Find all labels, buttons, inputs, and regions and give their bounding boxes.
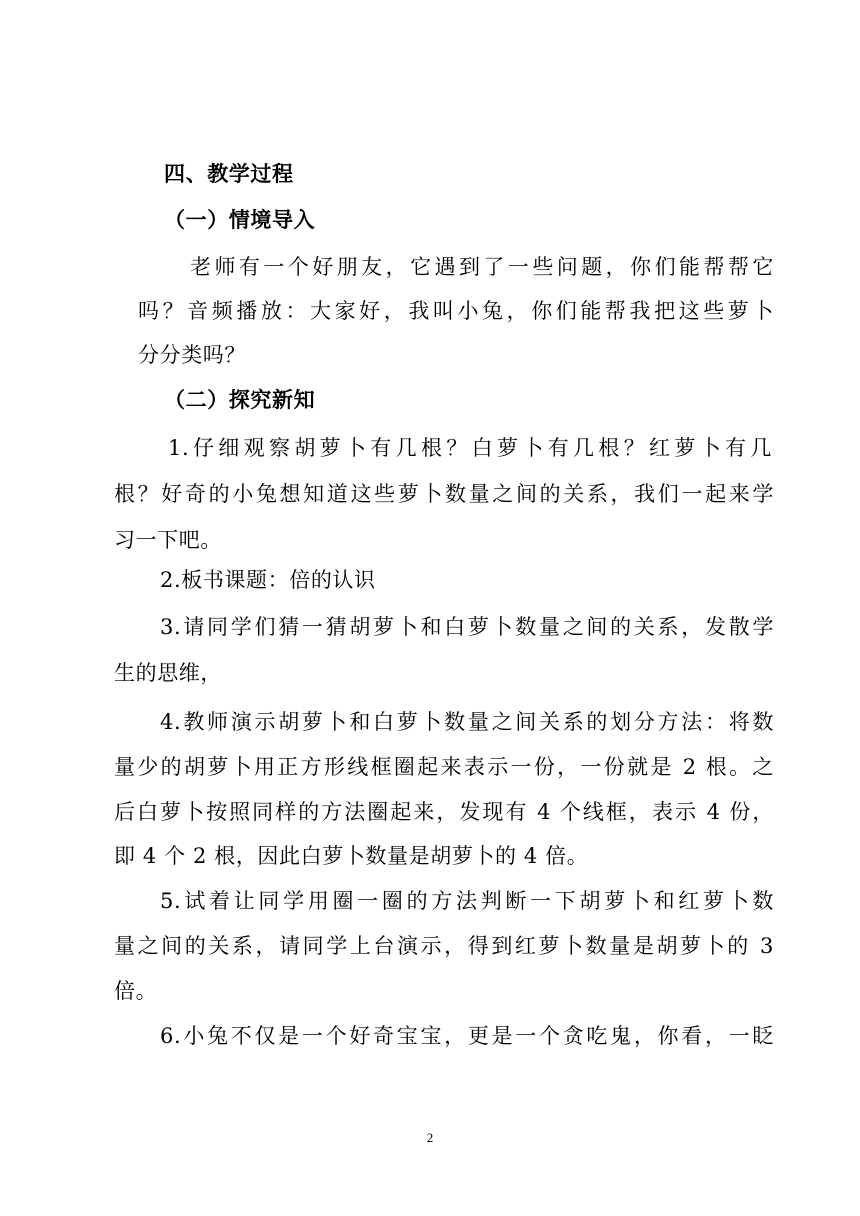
section-heading: 四、教学过程 — [164, 161, 294, 186]
item-4-line-3: 后白萝卜按照同样的方法圈起来，发现有 4 个线框，表示 4 份， — [114, 800, 774, 824]
subsection-heading-intro: （一）情境导入 — [164, 207, 316, 232]
paragraph-intro-line-2: 吗？音频播放：大家好，我叫小兔，你们能帮我把这些萝卜 — [138, 299, 774, 323]
item-1-line-2: 根？好奇的小兔想知道这些萝卜数量之间的关系，我们一起来学 — [114, 482, 774, 506]
item-5-line-2: 量之间的关系，请同学上台演示，得到红萝卜数量是胡萝卜的 3 — [114, 934, 774, 958]
page-number: 2 — [426, 1130, 434, 1145]
item-5-line-1: 5.试着让同学用圈一圈的方法判断一下胡萝卜和红萝卜数 — [160, 889, 774, 913]
subsection-heading-explore: （二）探究新知 — [164, 387, 316, 412]
item-5-line-3: 倍。 — [114, 979, 158, 1003]
item-1-line-1: 1.仔细观察胡萝卜有几根？白萝卜有几根？红萝卜有几 — [168, 436, 772, 460]
paragraph-intro-line-1: 老师有一个好朋友，它遇到了一些问题，你们能帮帮它 — [190, 255, 774, 279]
item-1-line-3: 习一下吧。 — [114, 528, 222, 552]
item-3-line-2: 生的思维， — [114, 661, 222, 685]
item-4-line-2: 量少的胡萝卜用正方形线框圈起来表示一份，一份就是 2 根。之 — [114, 755, 774, 779]
paragraph-intro-line-3: 分分类吗？ — [138, 343, 246, 367]
item-2-line-1: 2.板书课题：倍的认识 — [160, 568, 376, 592]
item-4-line-4: 即 4 个 2 根，因此白萝卜数量是胡萝卜的 4 倍。 — [114, 844, 589, 868]
item-3-line-1: 3.请同学们猜一猜胡萝卜和白萝卜数量之间的关系，发散学 — [160, 615, 774, 639]
item-6-line-1: 6.小兔不仅是一个好奇宝宝，更是一个贪吃鬼，你看，一眨 — [160, 1024, 774, 1048]
item-4-line-1: 4.教师演示胡萝卜和白萝卜数量之间关系的划分方法：将数 — [160, 710, 774, 734]
